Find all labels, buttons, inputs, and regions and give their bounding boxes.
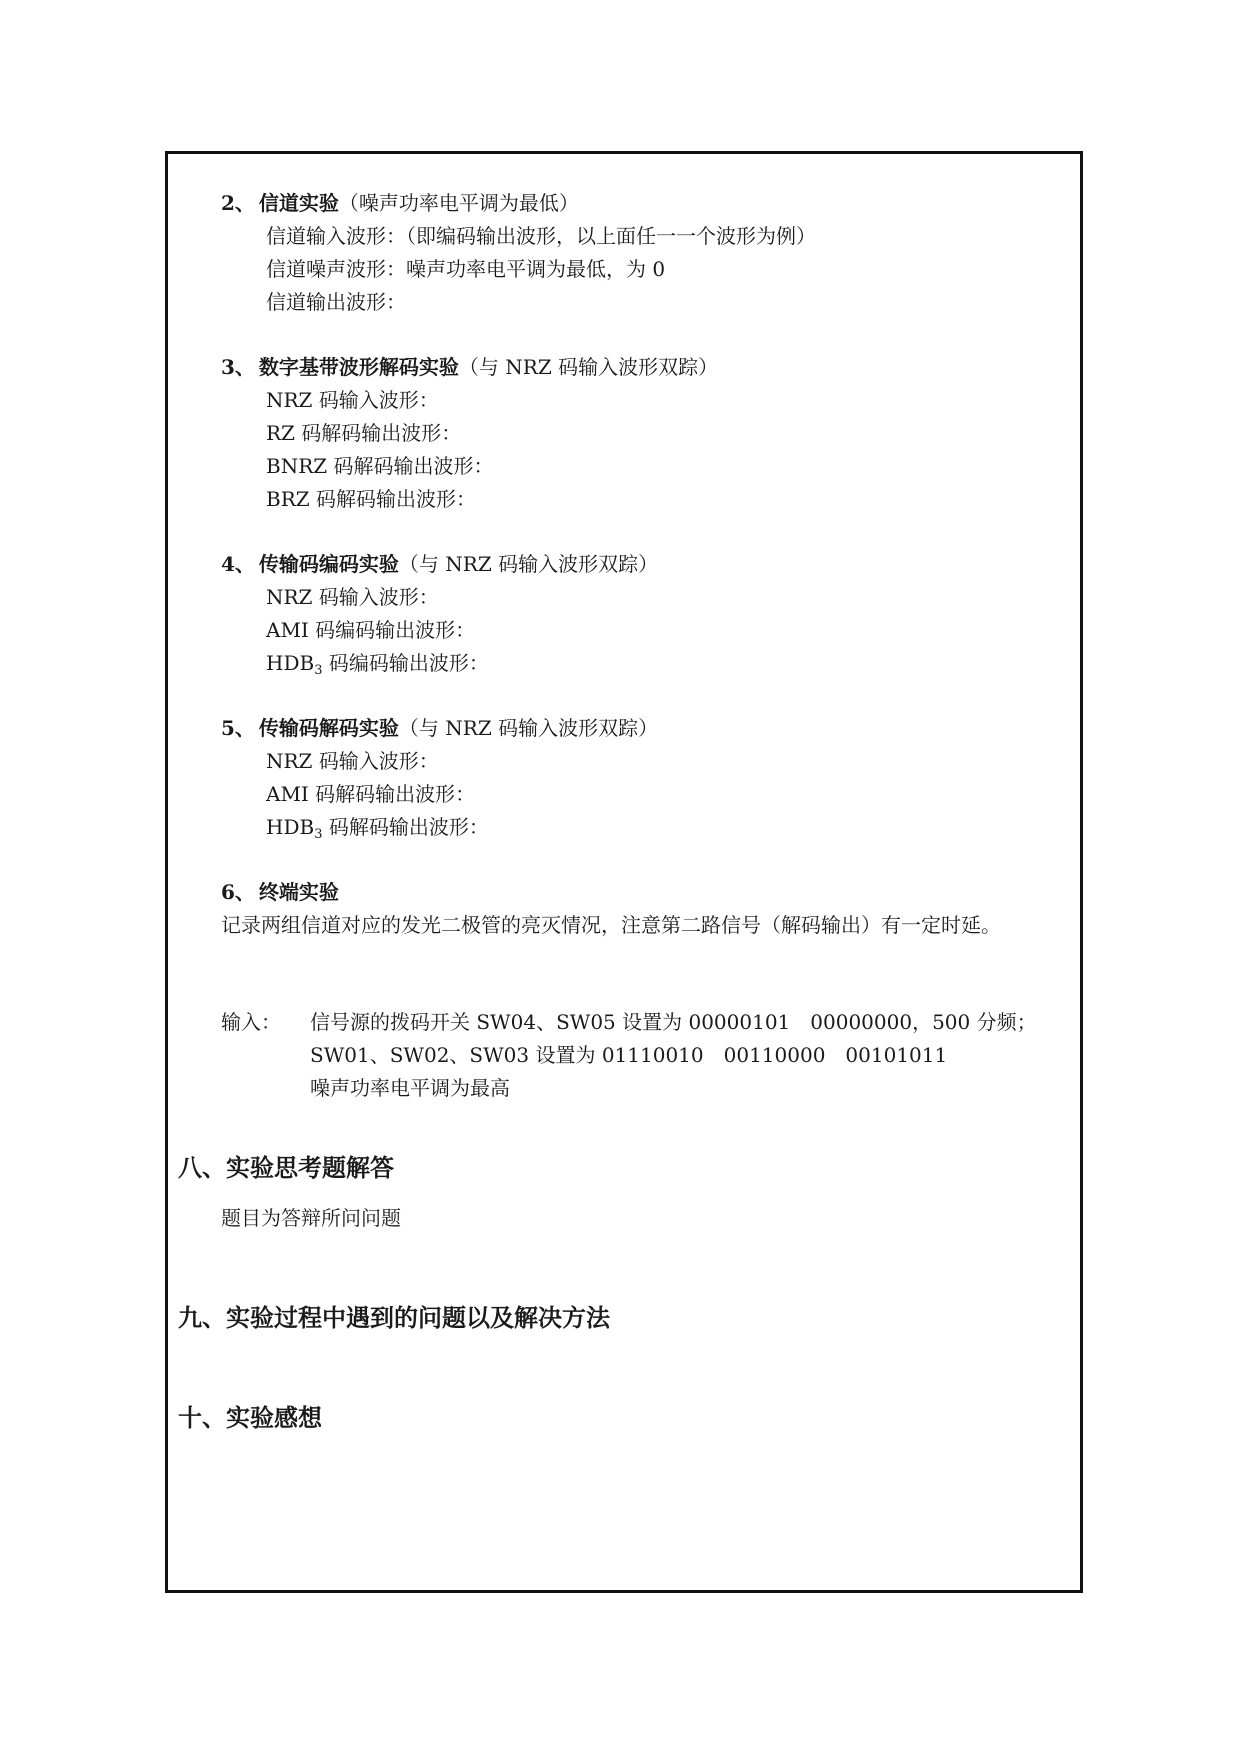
item-5-number: 5、	[221, 716, 255, 740]
item-5-note: （与 NRZ 码输入波形双踪）	[398, 716, 659, 740]
item-2-line: 信道噪声波形：噪声功率电平调为最低，为 0	[266, 257, 666, 281]
hdb-subscript: 3	[314, 827, 323, 842]
item-3-note: （与 NRZ 码输入波形双踪）	[458, 355, 719, 379]
hdb-suffix: 码编码输出波形：	[322, 651, 489, 675]
hdb-prefix: HDB	[266, 651, 315, 675]
item-5-hdb-line	[266, 815, 489, 842]
input-line: 噪声功率电平调为最高	[310, 1076, 510, 1100]
item-3-heading	[221, 355, 718, 379]
item-2-heading	[221, 191, 579, 215]
item-6-text: 记录两组信道对应的发光二极管的亮灭情况，注意第二路信号（解码输出）有一定时延。	[221, 913, 1001, 937]
item-4-hdb-line	[266, 651, 489, 678]
item-3-line: BNRZ 码解码输出波形：	[266, 454, 494, 478]
input-label: 输入：	[221, 1010, 281, 1034]
item-2-line: 信道输出波形：	[266, 290, 406, 314]
section-9-title: 九、实验过程中遇到的问题以及解决方法	[178, 1303, 610, 1332]
item-2-title: 信道实验	[258, 191, 339, 215]
item-5-line: NRZ 码输入波形：	[266, 749, 439, 773]
item-4-line: AMI 码编码输出波形：	[266, 618, 476, 642]
item-6-number: 6、	[221, 880, 255, 904]
item-3-title: 数字基带波形解码实验	[258, 355, 459, 379]
hdb-suffix: 码解码输出波形：	[322, 815, 489, 839]
item-6-heading	[221, 880, 339, 904]
item-2-line: 信道输入波形：（即编码输出波形，以上面任一一个波形为例）	[266, 224, 816, 248]
item-3-line: NRZ 码输入波形：	[266, 388, 439, 412]
item-6-title: 终端实验	[258, 880, 339, 904]
item-4-title: 传输码编码实验	[258, 552, 399, 576]
item-4-line: NRZ 码输入波形：	[266, 585, 439, 609]
section-8-title: 八、实验思考题解答	[178, 1153, 394, 1182]
item-5-title: 传输码解码实验	[258, 716, 399, 740]
item-3-number: 3、	[221, 355, 255, 379]
input-line: 信号源的拨码开关 SW04、SW05 设置为 00000101 00000000，500 分频；	[310, 1010, 1037, 1034]
item-2-number: 2、	[221, 191, 255, 215]
input-line: SW01、SW02、SW03 设置为 01110010 00110000 00101011	[310, 1043, 948, 1067]
item-2-note: （噪声功率电平调为最低）	[338, 191, 579, 215]
item-5-line: AMI 码解码输出波形：	[266, 782, 476, 806]
hdb-subscript: 3	[314, 663, 323, 678]
section-8-text: 题目为答辩所问问题	[221, 1206, 401, 1230]
section-10-title: 十、实验感想	[178, 1403, 322, 1432]
item-5-heading	[221, 716, 658, 740]
item-3-line: BRZ 码解码输出波形：	[266, 487, 477, 511]
hdb-prefix: HDB	[266, 815, 315, 839]
item-3-line: RZ 码解码输出波形：	[266, 421, 462, 445]
item-4-heading	[221, 552, 658, 576]
item-4-number: 4、	[221, 552, 255, 576]
item-4-note: （与 NRZ 码输入波形双踪）	[398, 552, 659, 576]
